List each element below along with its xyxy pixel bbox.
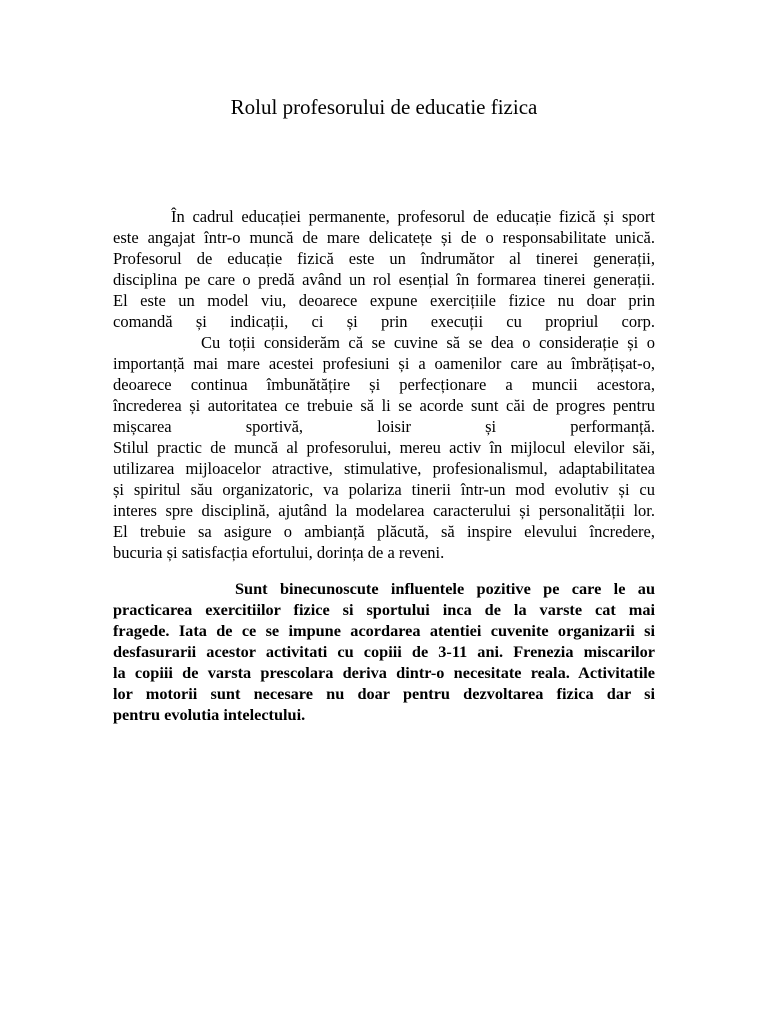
paragraph-1-line: interes spre disciplină, ajutând la modelarea caracterului și personalității lor. bbox=[113, 501, 655, 520]
paragraph-1-line: deoarece continua îmbunătățire și perfecționare a muncii acestora, bbox=[113, 375, 655, 394]
paragraph-1-line: importanță mai mare acestei profesiuni și a oamenilor care au îmbrățișat-o, bbox=[113, 354, 655, 373]
paragraph-1-line: încrederea și autoritatea ce trebuie să li se acorde sunt căi de progres pentru bbox=[113, 396, 655, 415]
paragraph-1-line: este angajat într-o muncă de mare delicatețe și de o responsabilitate unică. bbox=[113, 228, 655, 247]
paragraph-1-line: mișcarea sportivă, loisir și performanță. bbox=[113, 417, 655, 436]
paragraph-1-line: și spiritul său organizatoric, va polariza tinerii într-un mod evolutiv și cu bbox=[113, 480, 655, 499]
paragraph-1-line: El trebuie sa asigure o ambianță plăcută, să inspire elevului încredere, bbox=[113, 522, 655, 541]
paragraph-1-line: Stilul practic de muncă al profesorului, mereu activ în mijlocul elevilor săi, bbox=[113, 438, 655, 457]
paragraph-1 bbox=[113, 206, 655, 563]
paragraph-2-line: lor motorii sunt necesare nu doar pentru dezvoltarea fizica dar si bbox=[113, 684, 655, 703]
paragraph-1-line: În cadrul educației permanente, profesorul de educație fizică și sport bbox=[171, 207, 655, 226]
paragraph-2-line: fragede. Iata de ce se impune acordarea atentiei cuvenite organizarii si bbox=[113, 621, 655, 640]
paragraph-1-line: El este un model viu, deoarece expune exercițiile fizice nu doar prin bbox=[113, 291, 655, 310]
paragraph-1-line: disciplina pe care o predă având un rol esențial în formarea tinerei generații. bbox=[113, 270, 655, 289]
paragraph-2-line: practicarea exercitiilor fizice si sportului inca de la varste cat mai bbox=[113, 600, 655, 619]
paragraph-2-line: la copiii de varsta prescolara deriva dintr-o necesitate reala. Activitatile bbox=[113, 663, 655, 682]
paragraph-2 bbox=[113, 578, 655, 725]
paragraph-2-line: pentru evolutia intelectului. bbox=[113, 705, 306, 724]
paragraph-1-line: Cu toții considerăm că se cuvine să se dea o considerație și o bbox=[201, 333, 655, 352]
paragraph-2-line: desfasurarii acestor activitati cu copiii de 3-11 ani. Frenezia miscarilor bbox=[113, 642, 655, 661]
paragraph-1-line: Profesorul de educație fizică este un îndrumător al tinerei generații, bbox=[113, 249, 655, 268]
document-title: Rolul profesorului de educatie fizica bbox=[230, 95, 538, 119]
paragraph-1-line: bucuria și satisfacția efortului, dorința de a reveni. bbox=[113, 543, 445, 562]
paragraph-1-line: utilizarea mijloacelor atractive, stimulative, profesionalismul, adaptabilitatea bbox=[113, 459, 655, 478]
paragraph-1-line: comandă și indicații, ci și prin execuții cu propriul corp. bbox=[113, 312, 655, 331]
paragraph-2-line: Sunt binecunoscute influentele pozitive pe care le au bbox=[235, 579, 655, 598]
